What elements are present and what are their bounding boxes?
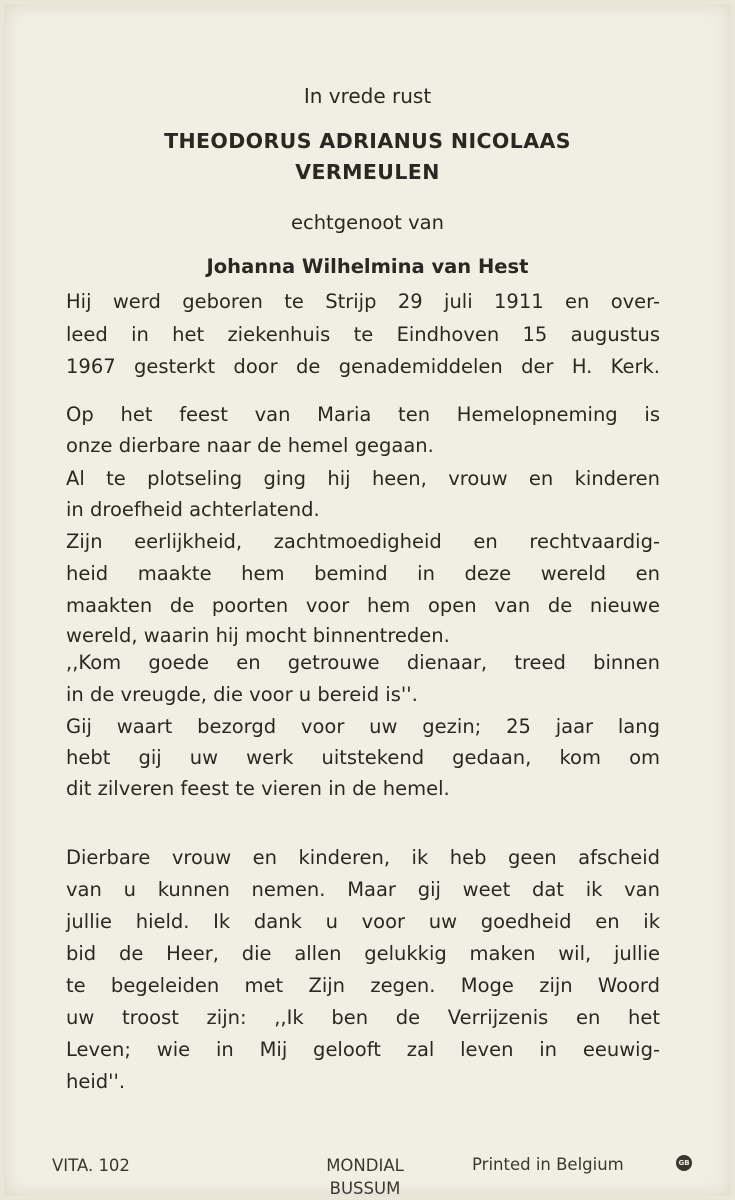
deceased-name-line2: VERMEULEN — [295, 160, 440, 184]
spouse-intro: echtgenoot van — [290, 211, 444, 234]
body-line: Dierbare vrouw en kinderen, ik heb geen afscheid — [66, 846, 660, 869]
printer-emblem-icon: GB — [676, 1155, 692, 1171]
body-line: Zijn eerlijkheid, zachtmoedigheid en rechtvaardig- — [66, 530, 660, 553]
body-line: Hij werd geboren te Strijp 29 juli 1911 en over- — [66, 290, 660, 313]
footer-code: VITA. 102 — [52, 1156, 130, 1175]
body-line: 1967 gesterkt door de genademiddelen der H. Kerk. — [66, 355, 660, 378]
body-line: dit zilveren feest te vieren in de hemel. — [66, 777, 450, 800]
body-line: heid''. — [66, 1070, 126, 1093]
body-line: hebt gij uw werk uitstekend gedaan, kom om — [66, 746, 660, 769]
deceased-name-line1: THEODORUS ADRIANUS NICOLAAS — [164, 129, 571, 153]
body-line: ,,Kom goede en getrouwe dienaar, treed binnen — [66, 651, 660, 674]
body-line: te begeleiden met Zijn zegen. Moge zijn Woord — [66, 974, 660, 997]
footer-publisher-line1: MONDIAL — [326, 1156, 404, 1175]
heading: In vrede rust — [303, 84, 432, 108]
footer-publisher-line2: BUSSUM — [329, 1179, 401, 1198]
body-line: Op het feest van Maria ten Hemelopneming is — [66, 403, 660, 426]
body-line: van u kunnen nemen. Maar gij weet dat ik van — [66, 878, 660, 901]
body-line: wereld, waarin hij mocht binnentreden. — [66, 624, 450, 647]
body-line: leed in het ziekenhuis te Eindhoven 15 augustus — [66, 323, 660, 346]
spouse-name: Johanna Wilhelmina van Hest — [206, 255, 529, 278]
body-line: bid de Heer, die allen gelukkig maken wil, jullie — [66, 942, 660, 965]
body-line: in droefheid achterlatend. — [66, 498, 320, 521]
body-line: Gij waart bezorgd voor uw gezin; 25 jaar lang — [66, 715, 660, 738]
body-line: uw troost zijn: ,,Ik ben de Verrijzenis en het — [66, 1006, 660, 1029]
body-line: onze dierbare naar de hemel gegaan. — [66, 434, 434, 457]
body-line: Al te plotseling ging hij heen, vrouw en kinderen — [66, 467, 660, 490]
body-line: in de vreugde, die voor u bereid is''. — [66, 683, 418, 706]
footer-printed: Printed in Belgium — [472, 1155, 624, 1174]
body-line: jullie hield. Ik dank u voor uw goedheid en ik — [66, 910, 660, 933]
body-line: heid maakte hem bemind in deze wereld en — [66, 562, 660, 585]
body-line: maakten de poorten voor hem open van de nieuwe — [66, 594, 660, 617]
body-line: Leven; wie in Mij gelooft zal leven in eeuwig- — [66, 1038, 660, 1061]
